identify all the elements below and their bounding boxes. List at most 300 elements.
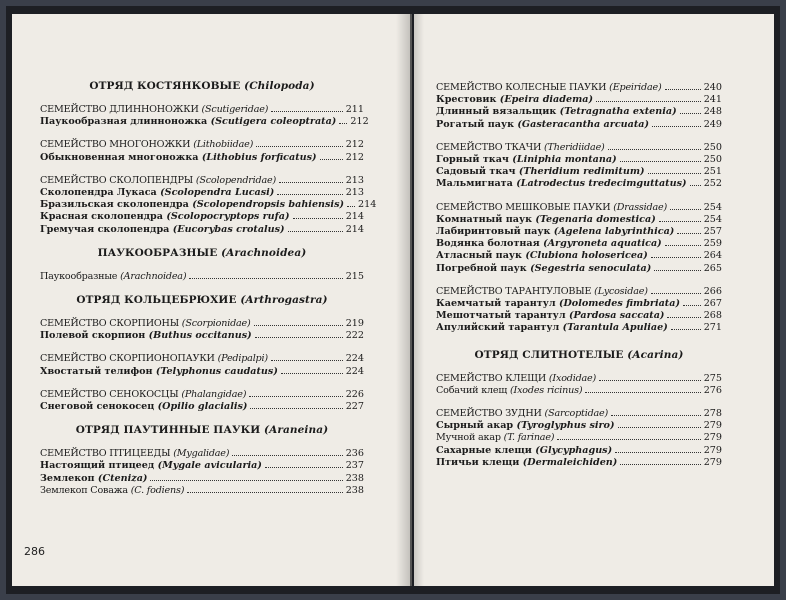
toc-entry-title <box>40 139 253 151</box>
toc-entry-title <box>436 322 668 334</box>
toc-entry-name: СЕМЕЙСТВО МНОГОНОЖКИ <box>40 139 191 151</box>
toc-entry <box>436 408 722 420</box>
section-heading-latin: (Chilopoda) <box>244 80 315 92</box>
section-heading-title: ОТРЯД КОСТЯНКОВЫЕ <box>89 80 241 92</box>
toc-entry-latin: (Scolopendridae) <box>195 174 277 186</box>
toc-entry <box>40 211 364 223</box>
contents-group <box>40 353 364 377</box>
dot-leader <box>255 337 343 338</box>
toc-entry-page: 214 <box>358 199 377 211</box>
section-heading-latin: (Arthrogastra) <box>240 294 328 307</box>
contents-group <box>40 174 377 236</box>
dot-leader <box>277 194 342 195</box>
toc-entry-name: Обыкновенная многоножка <box>40 151 199 163</box>
toc-entry-latin: (Lithobius forficatus) <box>201 151 317 163</box>
toc-entry-title <box>40 224 285 236</box>
toc-entry-title <box>436 286 648 298</box>
toc-entry <box>40 448 364 460</box>
toc-entry-name: Садовый ткач <box>436 166 516 178</box>
toc-entry-title <box>40 330 252 342</box>
contents-group <box>436 202 722 275</box>
toc-entry <box>436 457 722 469</box>
toc-entry <box>40 485 364 497</box>
toc-entry <box>436 178 722 190</box>
dot-leader <box>557 439 700 440</box>
toc-entry <box>436 420 722 432</box>
contents-section <box>40 247 364 283</box>
dot-leader <box>652 126 701 127</box>
dot-leader <box>651 257 701 258</box>
dot-leader <box>618 427 701 428</box>
dot-leader <box>620 161 701 162</box>
contents-group <box>40 139 364 163</box>
toc-entry <box>40 104 364 116</box>
toc-entry-page: 226 <box>345 388 364 400</box>
dot-leader <box>680 113 701 114</box>
dot-leader <box>611 415 701 416</box>
dot-leader <box>585 392 700 393</box>
toc-entry-page: 257 <box>703 226 722 238</box>
toc-entry-latin: (Tarantula Apuliae) <box>562 322 668 334</box>
section-heading-latin: (Araneina) <box>264 424 329 437</box>
toc-entry-page: 266 <box>703 285 722 297</box>
toc-entry <box>436 250 722 262</box>
toc-entry-title <box>436 166 645 178</box>
dot-leader <box>347 206 355 207</box>
toc-entry <box>436 119 722 131</box>
toc-entry-name: Погребной паук <box>436 262 527 274</box>
toc-entry-latin: (Eucorybas crotalus) <box>172 223 285 235</box>
contents-section <box>40 424 364 497</box>
toc-entry-latin: (Tegenaria domestica) <box>535 213 656 225</box>
dot-leader <box>187 492 342 493</box>
dot-leader <box>670 209 701 210</box>
toc-entry-name: Сколопендра Лукаса <box>40 187 157 199</box>
contents-group <box>436 142 722 191</box>
contents-group <box>40 389 364 413</box>
toc-entry-title <box>436 119 649 131</box>
dot-leader <box>189 278 342 279</box>
dot-leader <box>620 464 700 465</box>
toc-entry-name: СЕМЕЙСТВО СКОРПИОНОПАУКИ <box>40 353 215 365</box>
section-heading-title: ОТРЯД ПАУТИННЫЕ ПАУКИ <box>75 424 261 437</box>
toc-entry <box>40 389 364 401</box>
toc-entry-page: 279 <box>703 420 722 432</box>
toc-entry-title <box>436 82 662 94</box>
toc-entry-name: Землекоп Соважа <box>40 484 128 496</box>
toc-entry <box>40 139 364 151</box>
toc-entry-name: Сахарные клещи <box>436 444 532 456</box>
toc-entry-name: Паукообразные <box>40 270 118 282</box>
toc-entry-title <box>40 116 336 128</box>
toc-entry-name: Горный ткач <box>436 154 509 166</box>
toc-entry-title <box>436 373 596 385</box>
toc-entry-title <box>40 271 186 283</box>
toc-entry-name: Полевой скорпион <box>40 330 146 342</box>
page-number: 286 <box>24 545 45 558</box>
toc-entry <box>40 199 377 211</box>
dot-leader <box>667 317 700 318</box>
toc-entry-name: Паукообразная длинноножка <box>40 116 208 128</box>
contents-group <box>40 318 364 342</box>
dot-leader <box>249 396 342 397</box>
toc-entry-name: Мальмигната <box>436 178 513 190</box>
toc-entry-latin: (Mygalidae) <box>173 448 230 460</box>
dot-leader <box>651 293 701 294</box>
toc-entry-latin: (Tyroglyphus siro) <box>516 420 615 432</box>
toc-entry-name: Рогатый паук <box>436 118 515 130</box>
toc-entry-title <box>436 298 680 310</box>
contents-group <box>40 271 364 283</box>
section-heading-title: ОТРЯД КОЛЬЦЕБРЮХИЕ <box>76 294 237 307</box>
toc-entry-page: 240 <box>703 82 722 93</box>
section-heading-title: ОТРЯД СЛИТНОТЕЛЫЕ <box>474 348 624 361</box>
toc-entry-page: 279 <box>703 432 722 444</box>
toc-entry-name: Землекоп <box>40 472 95 484</box>
toc-entry-latin: (Liniphia montana) <box>512 154 617 166</box>
toc-entry-name: СЕМЕЙСТВО МЕШКОВЫЕ ПАУКИ <box>436 201 611 213</box>
gutter-shadow <box>396 14 410 586</box>
toc-entry <box>40 473 364 485</box>
toc-entry <box>40 353 364 365</box>
left-contents-column <box>40 80 377 508</box>
toc-entry-title <box>40 199 344 211</box>
dot-leader <box>683 305 701 306</box>
dot-leader <box>279 182 343 183</box>
toc-entry <box>40 271 364 283</box>
dot-leader <box>271 111 342 112</box>
section-heading <box>40 294 364 306</box>
dot-leader <box>150 480 342 481</box>
toc-entry-latin: (Cteniza) <box>97 472 148 484</box>
toc-entry <box>40 460 364 472</box>
toc-entry-title <box>436 250 648 262</box>
toc-entry-latin: (Opilio glacialis) <box>157 401 248 413</box>
dot-leader <box>677 233 700 234</box>
toc-entry-title <box>436 238 662 250</box>
toc-entry-title <box>436 214 656 226</box>
contents-section <box>40 294 364 413</box>
right-page <box>414 14 774 586</box>
dot-leader <box>608 149 701 150</box>
toc-entry-page: 219 <box>345 318 364 330</box>
toc-entry-title <box>436 310 664 322</box>
toc-entry <box>40 401 364 413</box>
toc-entry-page: 222 <box>345 330 364 342</box>
toc-entry-latin: (Glycyphagus) <box>535 444 613 456</box>
toc-entry-latin: (Gasteracantha arcuata) <box>517 118 650 130</box>
toc-entry-name: Атласный паук <box>436 250 522 262</box>
toc-entry-title <box>40 401 247 413</box>
toc-entry-latin: (Dolomedes fimbriata) <box>558 298 680 310</box>
toc-entry <box>40 224 364 236</box>
toc-entry <box>436 432 722 444</box>
toc-entry-latin: (Buthus occitanus) <box>148 330 252 342</box>
toc-entry-title <box>436 178 687 190</box>
toc-entry-latin: (Theridium redimitum) <box>518 166 645 178</box>
toc-entry <box>436 106 722 118</box>
dot-leader <box>232 455 342 456</box>
toc-entry-title <box>40 460 262 472</box>
contents-group <box>436 82 722 131</box>
toc-entry <box>436 166 722 178</box>
section-heading-title: ПАУКООБРАЗНЫЕ <box>97 246 218 259</box>
toc-entry-page: 248 <box>703 106 722 118</box>
toc-entry-page: 212 <box>350 116 369 128</box>
toc-entry-latin: (Ixodidae) <box>548 372 597 384</box>
toc-entry-name: Крестовик <box>436 94 497 106</box>
dot-leader <box>615 452 701 453</box>
toc-entry-page: 267 <box>703 298 722 310</box>
contents-group <box>436 286 722 335</box>
toc-entry-latin: (Scorpionidae) <box>181 318 251 330</box>
section-heading <box>436 349 722 361</box>
toc-entry-name: СЕМЕЙСТВО КЛЕЩИ <box>436 372 546 384</box>
toc-entry-page: 224 <box>345 365 364 377</box>
toc-entry-latin: (Agelena labyrinthica) <box>553 226 675 238</box>
dot-leader <box>690 185 701 186</box>
toc-entry-page: 251 <box>703 166 722 178</box>
section-heading-latin: (Arachnoidea) <box>221 246 307 259</box>
toc-entry-title <box>40 152 317 164</box>
toc-entry-name: СЕМЕЙСТВО ТКАЧИ <box>436 141 542 153</box>
toc-entry-latin: (C. fodiens) <box>130 484 185 496</box>
toc-entry-page: 212 <box>345 151 364 163</box>
toc-entry-latin: (Dermaleichiden) <box>522 456 618 468</box>
toc-entry-page: 265 <box>703 262 722 274</box>
contents-section <box>436 82 722 335</box>
toc-entry-name: Мешотчатый тарантул <box>436 310 566 322</box>
dot-leader <box>665 89 701 90</box>
toc-entry-latin: (Pedipalpi) <box>217 353 268 365</box>
toc-entry-title <box>40 104 268 116</box>
right-contents-column <box>436 82 722 483</box>
toc-entry-page: 250 <box>703 154 722 166</box>
toc-entry-name: Водянка болотная <box>436 238 540 250</box>
left-page <box>12 14 412 586</box>
section-heading <box>40 247 364 259</box>
toc-entry-page: 250 <box>703 141 722 153</box>
toc-entry-name: Птичьи клещи <box>436 456 520 468</box>
toc-entry-page: 254 <box>703 201 722 213</box>
toc-entry-page: 237 <box>345 460 364 472</box>
toc-entry-name: СЕМЕЙСТВО ПТИЦЕЕДЫ <box>40 448 171 460</box>
toc-entry-page: 213 <box>345 187 364 199</box>
toc-entry-name: Сырный акар <box>436 420 514 432</box>
toc-entry-latin: (T. farinae) <box>503 432 555 444</box>
toc-entry-page: 238 <box>345 484 364 496</box>
section-heading <box>40 424 364 436</box>
dot-leader <box>648 173 701 174</box>
toc-entry-latin: (Scutigeridae) <box>201 104 269 115</box>
dot-leader <box>281 373 343 374</box>
toc-entry-name: СЕМЕЙСТВО КОЛЕСНЫЕ ПАУКИ <box>436 82 607 93</box>
toc-entry-title <box>40 211 290 223</box>
toc-entry-title <box>436 263 651 275</box>
toc-entry <box>436 202 722 214</box>
toc-entry-title <box>436 226 674 238</box>
gutter-shadow <box>414 14 424 586</box>
dot-leader <box>256 146 343 147</box>
toc-entry <box>436 142 722 154</box>
toc-entry-title <box>436 94 593 106</box>
toc-entry-name: Бразильская сколопендра <box>40 199 189 211</box>
toc-entry-latin: (Theridiidae) <box>543 141 605 153</box>
toc-entry-latin: (Argyroneta aquatica) <box>543 238 662 250</box>
toc-entry-page: 211 <box>345 104 364 115</box>
toc-entry-page: 278 <box>703 408 722 420</box>
toc-entry-page: 276 <box>703 384 722 396</box>
toc-entry-title <box>436 154 617 166</box>
toc-entry-title <box>436 420 615 432</box>
toc-entry-name: Красная сколопендра <box>40 211 163 223</box>
toc-entry <box>436 298 722 310</box>
toc-entry-name: Гремучая сколопендра <box>40 223 170 235</box>
toc-entry <box>436 82 722 94</box>
toc-entry-page: 224 <box>345 353 364 365</box>
toc-entry-page: 279 <box>703 444 722 456</box>
toc-entry-name: Лабиринтовый паук <box>436 226 551 238</box>
dot-leader <box>665 245 701 246</box>
toc-entry-page: 271 <box>703 322 722 334</box>
toc-entry-title <box>40 448 229 460</box>
toc-entry-title <box>436 385 582 397</box>
toc-entry <box>436 263 722 275</box>
toc-entry-latin: (Latrodectus tredecimguttatus) <box>516 178 687 190</box>
toc-entry-latin: (Scutigera coleoptrata) <box>210 116 337 128</box>
toc-entry <box>436 385 722 397</box>
section-heading <box>40 80 364 92</box>
contents-group <box>40 104 369 128</box>
toc-entry-name: Апулийский тарантул <box>436 322 560 334</box>
toc-entry-latin: (Telyphonus caudatus) <box>155 365 278 377</box>
dot-leader <box>599 380 701 381</box>
toc-entry-page: 268 <box>703 310 722 322</box>
dot-leader <box>671 329 701 330</box>
toc-entry-latin: (Segestria senoculata) <box>530 262 652 274</box>
toc-entry-page: 214 <box>345 223 364 235</box>
contents-section <box>436 349 722 469</box>
toc-entry-name: Мучной акар <box>436 432 501 444</box>
toc-entry-title <box>40 473 147 485</box>
toc-entry-title <box>40 187 274 199</box>
toc-entry-title <box>40 353 268 365</box>
dot-leader <box>265 467 343 468</box>
toc-entry-latin: (Phalangidae) <box>181 388 247 400</box>
toc-entry <box>436 226 722 238</box>
toc-entry-page: 264 <box>703 250 722 262</box>
toc-entry-title <box>40 366 278 378</box>
toc-entry-latin: (Epeiridae) <box>609 82 662 93</box>
toc-entry-page: 279 <box>703 456 722 468</box>
toc-entry-page: 227 <box>345 401 364 413</box>
dot-leader <box>250 408 342 409</box>
toc-entry-name: Собачий клещ <box>436 384 508 396</box>
toc-entry <box>436 445 722 457</box>
toc-entry-title <box>436 432 554 444</box>
toc-entry-title <box>436 142 605 154</box>
toc-entry-page: 259 <box>703 238 722 250</box>
toc-entry-latin: (Mygale avicularia) <box>157 460 262 472</box>
dot-leader <box>659 221 701 222</box>
toc-entry <box>436 373 722 385</box>
toc-entry-latin: (Lithobiidae) <box>193 139 254 151</box>
toc-entry-name: Снеговой сенокосец <box>40 401 155 413</box>
dot-leader <box>654 270 700 271</box>
toc-entry-name: СЕМЕЙСТВО ТАРАНТУЛОВЫЕ <box>436 285 592 297</box>
toc-entry-latin: (Epeira diadema) <box>499 94 593 106</box>
toc-entry-page: 275 <box>703 372 722 384</box>
toc-entry-name: СЕМЕЙСТВО СКОРПИОНЫ <box>40 318 179 330</box>
toc-entry-latin: (Lycosidae) <box>594 285 648 297</box>
toc-entry-name: СЕМЕЙСТВО ДЛИННОНОЖКИ <box>40 104 199 115</box>
toc-entry <box>40 366 364 378</box>
section-heading-latin: (Acarina) <box>627 348 684 361</box>
contents-group <box>40 448 364 497</box>
dot-leader <box>288 231 343 232</box>
toc-entry-title <box>436 457 617 469</box>
toc-entry-latin: (Scolopendropsis bahiensis) <box>192 199 345 211</box>
toc-entry <box>436 154 722 166</box>
toc-entry <box>40 152 364 164</box>
toc-entry <box>436 322 722 334</box>
toc-entry <box>40 116 369 128</box>
toc-entry <box>436 214 722 226</box>
toc-entry-name: СЕМЕЙСТВО СЕНОКОСЦЫ <box>40 388 179 400</box>
toc-entry <box>40 330 364 342</box>
toc-entry-latin: (Pardosa saccata) <box>568 310 665 322</box>
contents-group <box>436 373 722 397</box>
toc-entry-latin: (Ixodes ricinus) <box>509 384 583 396</box>
toc-entry-name: Длинный вязальщик <box>436 106 557 118</box>
toc-entry-page: 213 <box>345 174 364 186</box>
dot-leader <box>271 360 343 361</box>
toc-entry-page: 252 <box>703 178 722 190</box>
toc-entry <box>436 310 722 322</box>
contents-section <box>40 80 377 236</box>
dot-leader <box>320 159 343 160</box>
dot-leader <box>339 123 347 124</box>
toc-entry-latin: (Tetragnatha extenia) <box>559 106 677 118</box>
contents-group <box>436 408 722 469</box>
toc-entry-latin: (Scolopendra Lucasi) <box>160 187 275 199</box>
toc-entry-name: Комнатный паук <box>436 213 533 225</box>
toc-entry-page: 215 <box>345 270 364 282</box>
toc-entry-latin: (Clubiona holosericea) <box>525 250 648 262</box>
toc-entry-title <box>40 318 251 330</box>
toc-entry-name: СЕМЕЙСТВО СКОЛОПЕНДРЫ <box>40 174 193 186</box>
toc-entry-page: 241 <box>703 94 722 106</box>
dot-leader <box>596 101 701 102</box>
toc-entry-title <box>436 445 612 457</box>
toc-entry-name: Настоящий птицеед <box>40 460 155 472</box>
toc-entry-title <box>436 408 608 420</box>
toc-entry <box>40 175 364 187</box>
toc-entry-latin: (Scolopocryptops rufa) <box>166 211 290 223</box>
toc-entry-title <box>40 485 184 497</box>
toc-entry-latin: (Sarcoptidae) <box>544 408 609 420</box>
toc-entry-page: 212 <box>345 139 364 151</box>
toc-entry-name: Каемчатый тарантул <box>436 298 556 310</box>
toc-entry-page: 249 <box>703 118 722 130</box>
toc-entry <box>40 318 364 330</box>
toc-entry-title <box>436 202 667 214</box>
toc-entry <box>40 187 364 199</box>
toc-entry-latin: (Arachnoidea) <box>120 270 187 282</box>
toc-entry-title <box>436 106 677 118</box>
toc-entry-page: 236 <box>345 448 364 460</box>
toc-entry-name: Хвостатый телифон <box>40 365 153 377</box>
